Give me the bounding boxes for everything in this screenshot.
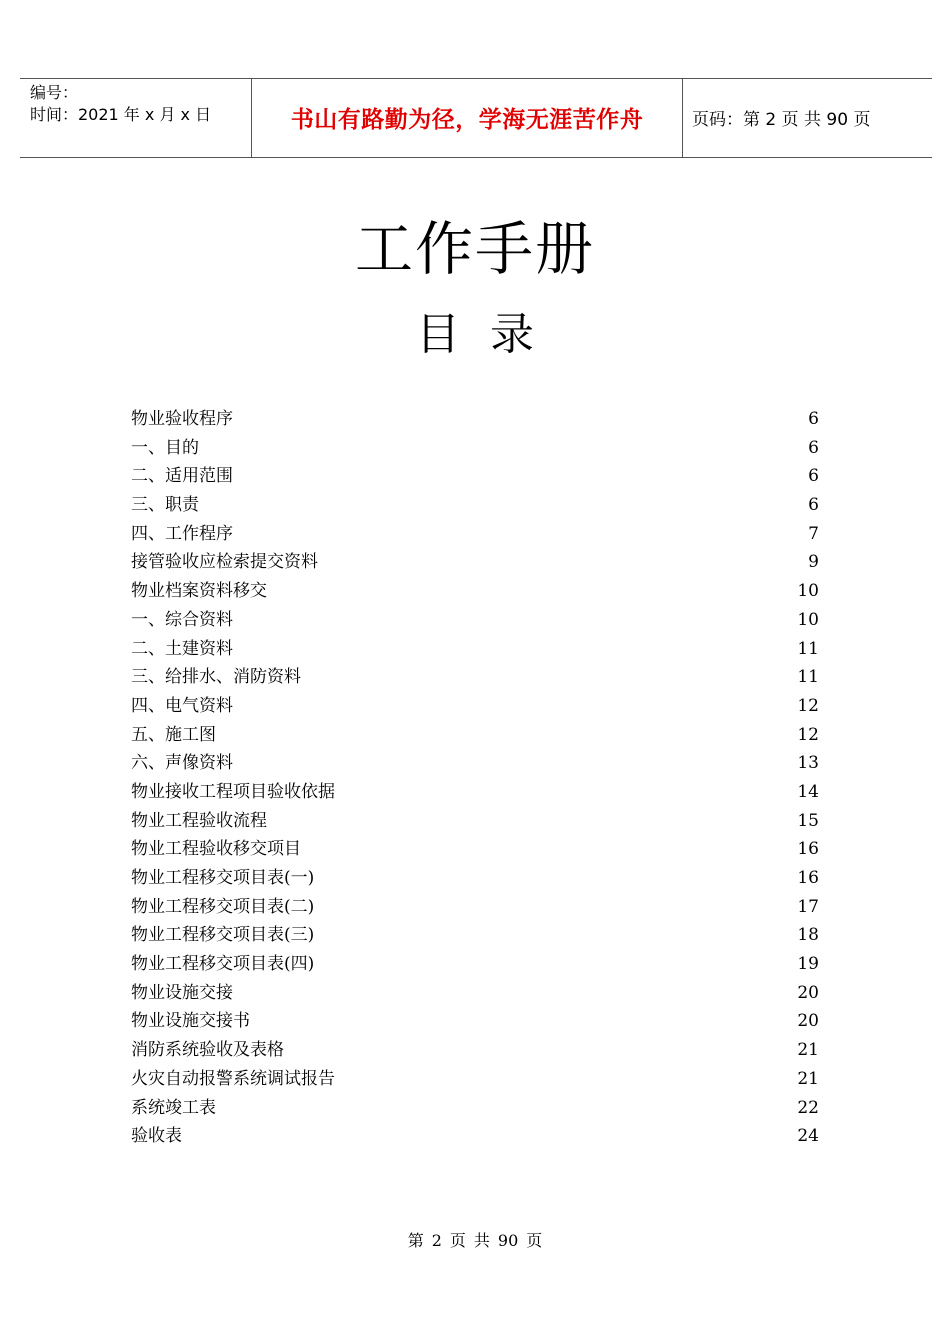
toc-dot-leader xyxy=(268,576,796,598)
toc-entry[interactable] xyxy=(131,545,819,574)
footer-ye-2: 页 xyxy=(526,1231,543,1250)
toc-entry[interactable] xyxy=(131,603,819,632)
footer-di: 第 xyxy=(407,1231,424,1250)
toc-entry-page: 6 xyxy=(808,466,819,487)
toc-entry-title: 火灾自动报警系统调试报告 xyxy=(131,1068,335,1089)
toc-entry-title: 二、土建资料 xyxy=(131,638,233,659)
toc-entry-title: 物业工程移交项目表(二) xyxy=(131,896,315,917)
toc-entry-title: 四、电气资料 xyxy=(131,695,233,716)
toc-entry-title: 物业档案资料移交 xyxy=(131,581,267,602)
toc-entry[interactable] xyxy=(131,632,819,661)
toc-entry-page: 12 xyxy=(797,695,819,716)
toc-entry-title: 三、给排水、消防资料 xyxy=(131,667,301,688)
toc-entry-page: 16 xyxy=(797,868,819,888)
footer-ye: 页 xyxy=(449,1231,466,1250)
toc-entry-page: 19 xyxy=(797,954,819,975)
toc-entry[interactable] xyxy=(131,832,819,861)
toc-entry[interactable] xyxy=(131,402,819,431)
toc-entry[interactable] xyxy=(131,947,819,976)
toc-dot-leader xyxy=(234,691,796,713)
toc-dot-leader xyxy=(234,461,807,483)
footer-gong: 共 xyxy=(473,1231,490,1250)
toc-entry-title: 四、工作程序 xyxy=(131,523,233,544)
header-meta-cell xyxy=(20,79,251,157)
toc-entry[interactable] xyxy=(131,918,819,947)
header-page-info: 页码：第 2 页 共 90 页 xyxy=(692,110,871,130)
toc-entry-title: 三、职责 xyxy=(131,495,199,516)
toc-entry-title: 物业工程移交项目表(一) xyxy=(131,868,315,888)
toc-entry[interactable] xyxy=(131,1004,819,1033)
toc-entry-title: 物业工程移交项目表(三) xyxy=(131,925,315,946)
toc-dot-leader xyxy=(200,490,807,512)
toc-entry-title: 物业设施交接书 xyxy=(131,1011,250,1032)
toc-entry-page: 11 xyxy=(797,667,819,688)
toc-entry-page: 14 xyxy=(797,781,819,802)
toc-entry-page: 24 xyxy=(797,1126,819,1147)
toc-dot-leader xyxy=(234,605,796,627)
toc-entry[interactable] xyxy=(131,976,819,1005)
toc-entry[interactable] xyxy=(131,488,819,517)
toc-entry-title: 物业工程验收流程 xyxy=(131,810,267,831)
page-footer xyxy=(0,1230,950,1252)
toc-entry-page: 20 xyxy=(797,982,819,1003)
toc-entry-title: 物业设施交接 xyxy=(131,982,233,1003)
serial-number-label: 编号： xyxy=(30,83,79,102)
toc-entry[interactable] xyxy=(131,861,819,890)
toc-entry-page: 6 xyxy=(808,495,819,516)
toc-entry[interactable] xyxy=(131,660,819,689)
toc-entry-title: 物业验收程序 xyxy=(131,409,233,429)
toc-entry-title: 系统竣工表 xyxy=(131,1097,216,1118)
toc-dot-leader xyxy=(302,834,796,856)
toc-dot-leader xyxy=(285,1035,796,1057)
toc-entry[interactable] xyxy=(131,459,819,488)
toc-entry-page: 17 xyxy=(797,896,819,917)
date-label: 时间：2021 年 x 月 x 日 xyxy=(30,105,212,124)
toc-entry[interactable] xyxy=(131,431,819,460)
motto-text: 书山有路勤为径，学海无涯苦作舟 xyxy=(290,106,644,133)
toc-entry-page: 18 xyxy=(797,925,819,946)
toc-dot-leader xyxy=(319,547,807,569)
toc-entry[interactable] xyxy=(131,517,819,546)
toc-entry-page: 22 xyxy=(797,1097,819,1118)
toc-entry-page: 6 xyxy=(808,437,819,458)
toc-entry-title: 物业接收工程项目验收依据 xyxy=(131,781,335,802)
toc-entry[interactable] xyxy=(131,1033,819,1062)
toc-dot-leader xyxy=(302,662,796,684)
toc-entry-page: 20 xyxy=(797,1011,819,1032)
toc-entry-page: 10 xyxy=(797,581,819,602)
toc-entry[interactable] xyxy=(131,1119,819,1148)
toc-entry-title: 一、目的 xyxy=(131,437,199,458)
toc-dot-leader xyxy=(315,892,796,914)
toc-entry[interactable] xyxy=(131,890,819,919)
toc-entry-title: 验收表 xyxy=(131,1126,182,1147)
toc-dot-leader xyxy=(336,1064,796,1086)
toc-entry-title: 物业工程移交项目表(四) xyxy=(131,954,315,975)
toc-entry-page: 15 xyxy=(797,810,819,831)
toc-entry-page: 13 xyxy=(797,753,819,774)
toc-dot-leader xyxy=(200,433,807,455)
toc-entry[interactable] xyxy=(131,1091,819,1120)
toc-entry-title: 六、声像资料 xyxy=(131,753,233,774)
toc-entry[interactable] xyxy=(131,804,819,833)
toc-entry-page: 7 xyxy=(808,523,819,544)
toc-entry[interactable] xyxy=(131,746,819,775)
toc-entry-title: 五、施工图 xyxy=(131,724,216,745)
toc-entry-title: 二、适用范围 xyxy=(131,466,233,487)
toc-entry[interactable] xyxy=(131,775,819,804)
toc-dot-leader xyxy=(234,978,796,1000)
toc-dot-leader xyxy=(315,949,796,971)
toc-dot-leader xyxy=(315,863,796,885)
header-page-cell xyxy=(682,79,932,157)
toc-entry[interactable] xyxy=(131,689,819,718)
toc-heading: 目录 xyxy=(416,309,564,360)
footer-total-pages: 90 xyxy=(497,1231,519,1250)
toc-entry-title: 接管验收应检索提交资料 xyxy=(131,552,318,573)
toc-dot-leader xyxy=(234,634,796,656)
toc-entry-page: 21 xyxy=(797,1040,819,1061)
footer-page-number: 2 xyxy=(431,1231,442,1250)
toc-entry-page: 16 xyxy=(797,839,819,860)
toc-entry-title: 物业工程验收移交项目 xyxy=(131,839,301,860)
toc-entry-title: 一、综合资料 xyxy=(131,609,233,630)
toc-dot-leader xyxy=(183,1121,796,1143)
toc-entry-page: 12 xyxy=(797,724,819,745)
toc-dot-leader xyxy=(251,1006,796,1028)
toc-dot-leader xyxy=(336,777,796,799)
toc-entry[interactable] xyxy=(131,718,819,747)
table-of-contents xyxy=(131,402,819,1148)
toc-dot-leader xyxy=(268,806,796,828)
toc-entry-page: 11 xyxy=(797,638,819,659)
toc-entry-page: 10 xyxy=(797,609,819,630)
toc-entry-page: 9 xyxy=(808,552,819,573)
toc-entry[interactable] xyxy=(131,1062,819,1091)
toc-entry-page: 21 xyxy=(797,1068,819,1089)
toc-entry-title: 消防系统验收及表格 xyxy=(131,1040,284,1061)
toc-dot-leader xyxy=(217,1093,796,1115)
toc-dot-leader xyxy=(234,404,807,426)
toc-dot-leader xyxy=(234,748,796,770)
document-title: 工作手册 xyxy=(354,215,595,283)
page-header xyxy=(20,78,932,158)
header-motto-cell xyxy=(251,79,683,157)
toc-dot-leader xyxy=(315,920,796,942)
toc-entry[interactable] xyxy=(131,574,819,603)
toc-dot-leader xyxy=(217,720,796,742)
toc-entry-page: 6 xyxy=(808,409,819,429)
toc-dot-leader xyxy=(234,519,807,541)
